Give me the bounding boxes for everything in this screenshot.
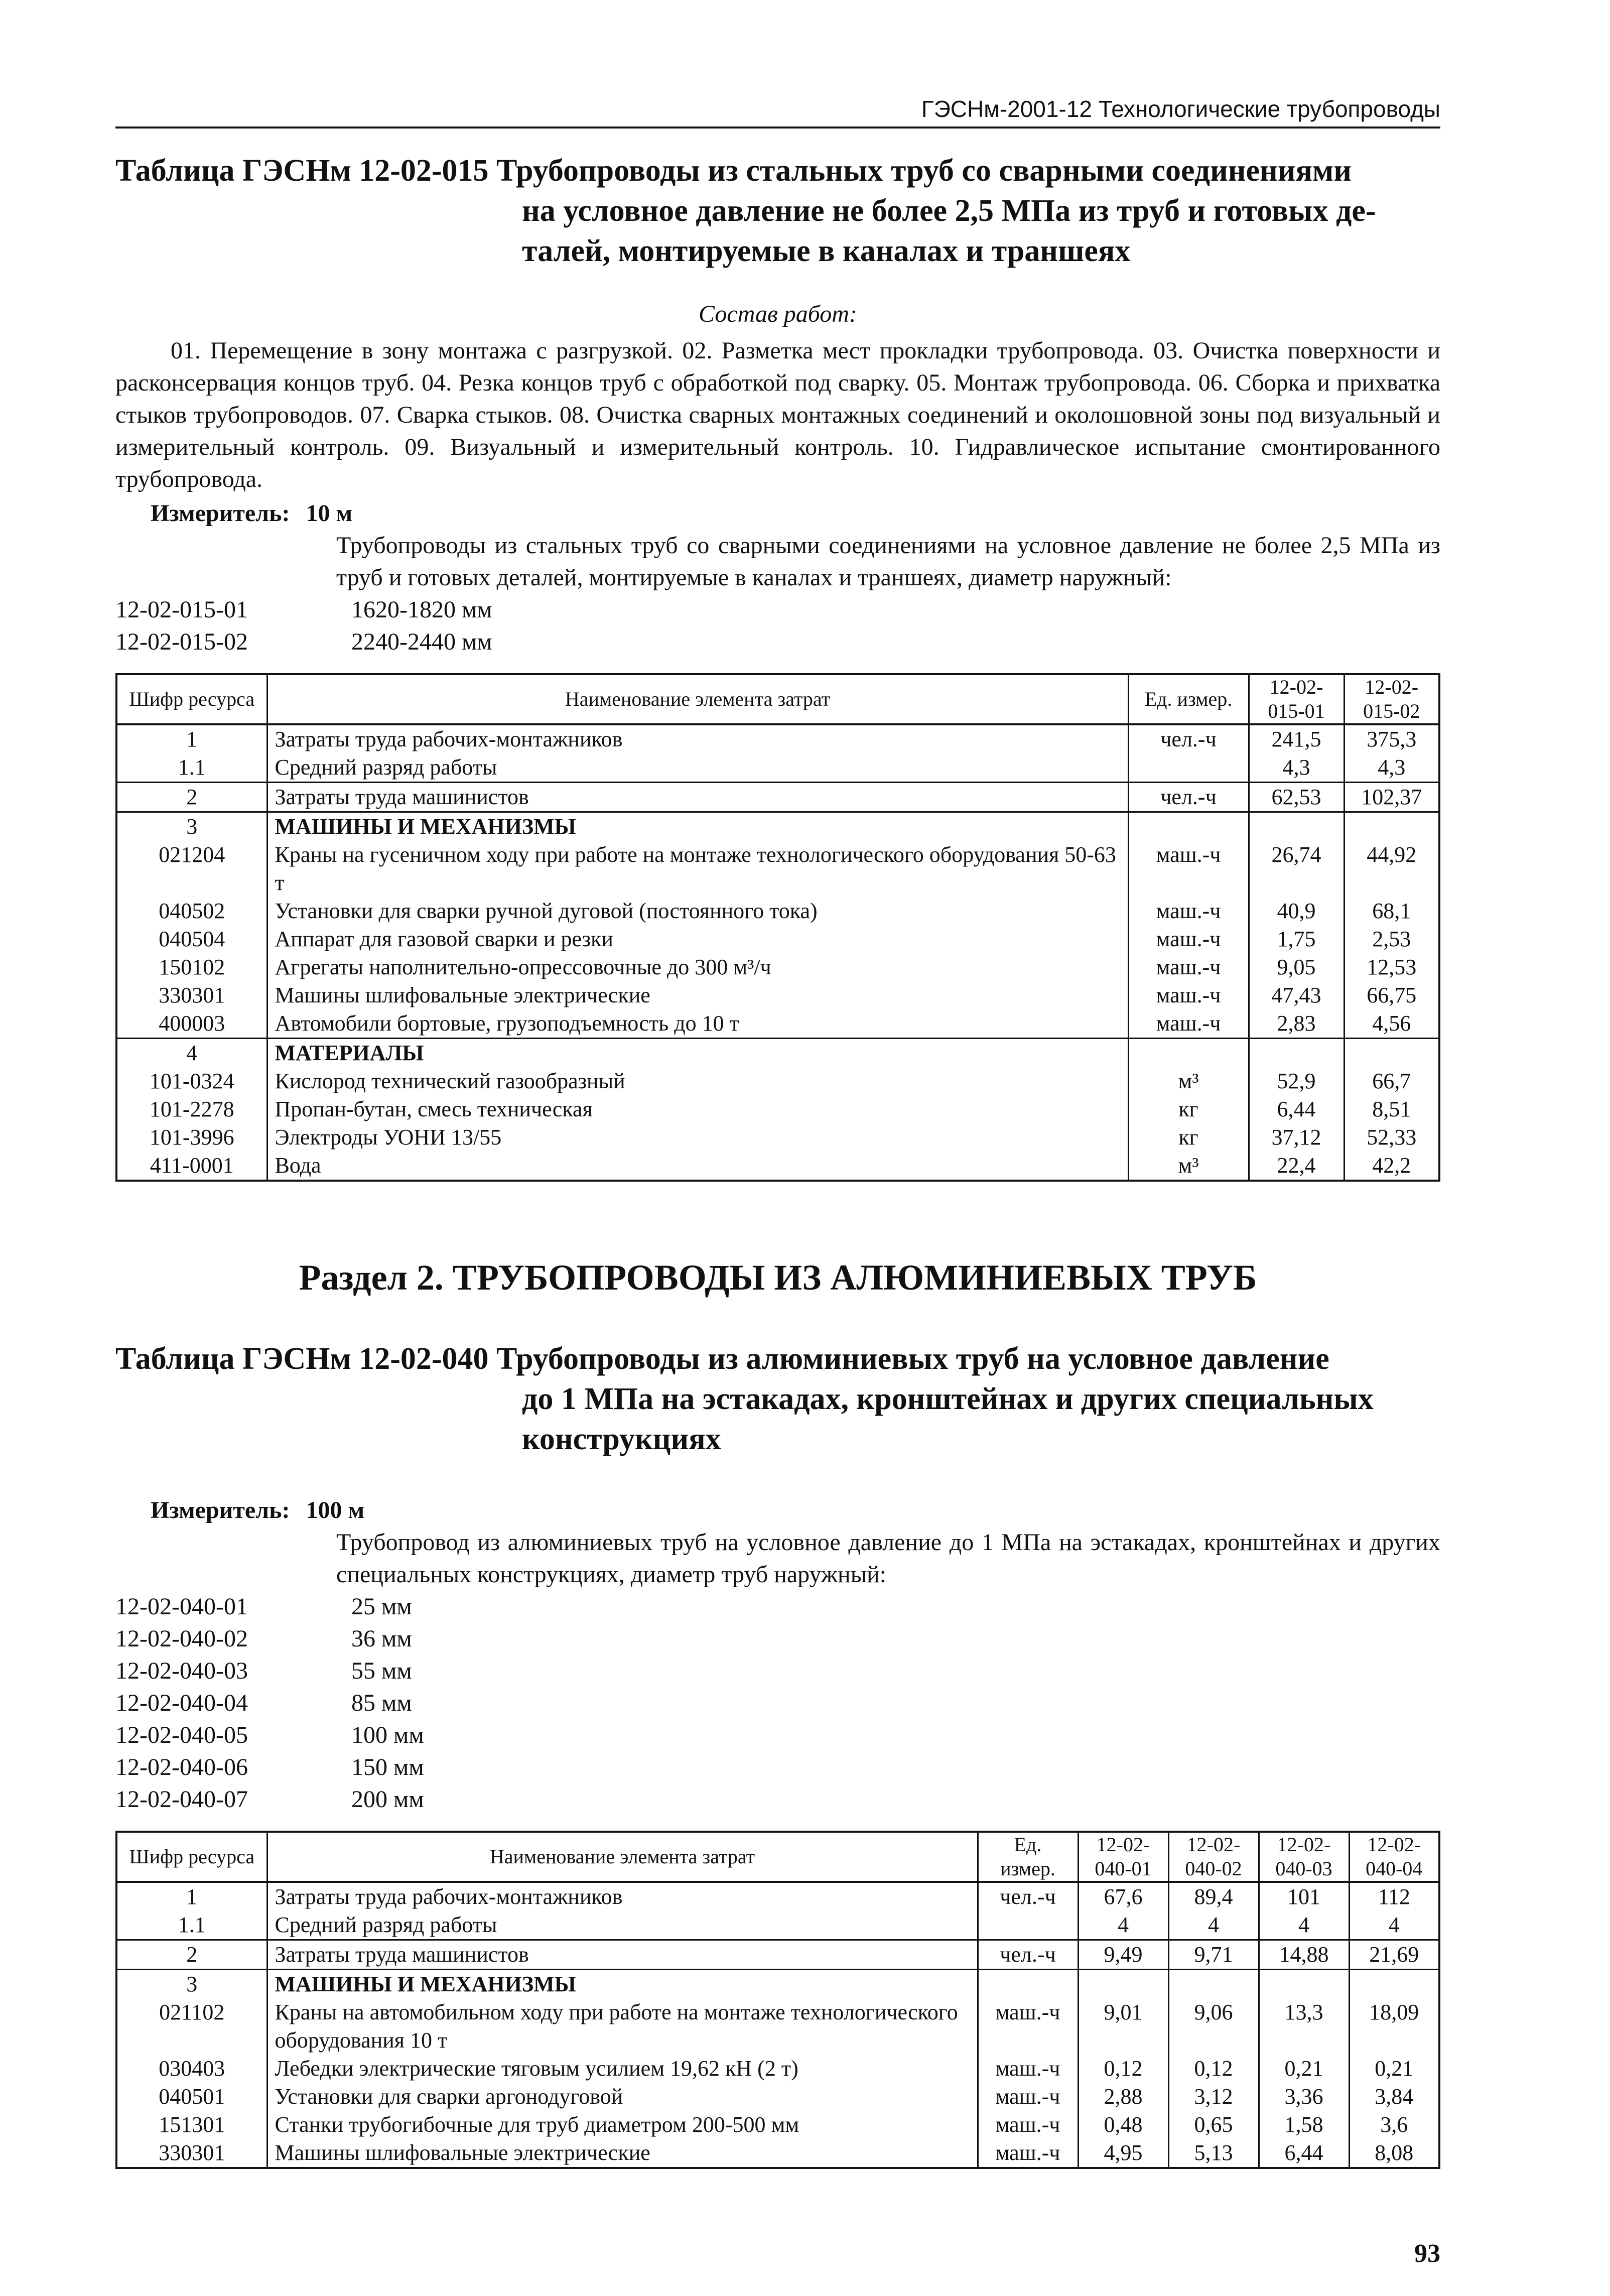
cell-code: 040504	[116, 925, 267, 953]
cell-value: 2,83	[1249, 1009, 1344, 1039]
cell-name: Затраты труда машинистов	[267, 783, 1128, 812]
cell-name: Затраты труда машинистов	[267, 1940, 978, 1970]
cell-value	[1349, 1970, 1439, 1999]
table1-title-line3: талей, монтируемые в каналах и траншеях	[522, 234, 1131, 268]
cell-unit: маш.-ч	[978, 1998, 1078, 2055]
code-value: 200 мм	[351, 1786, 424, 1813]
cell-name: Кислород технический газообразный	[267, 1067, 1128, 1095]
column-header: Наименование элемента затрат	[267, 674, 1128, 724]
cell-unit: маш.-ч	[1128, 841, 1249, 897]
table-row	[116, 1123, 1439, 1152]
cell-unit: маш.-ч	[1128, 1009, 1249, 1039]
cell-value: 4	[1259, 1911, 1349, 1940]
code-value: 25 мм	[351, 1593, 412, 1620]
cell-value: 101	[1259, 1882, 1349, 1911]
cell-value	[1344, 1039, 1439, 1068]
running-header: ГЭСНм-2001-12 Технологические трубопроводы	[115, 95, 1440, 129]
cell-name: Установки для сварки ручной дуговой (постоянного тока)	[267, 897, 1128, 925]
cell-value: 3,12	[1168, 2083, 1259, 2111]
table-row	[116, 1998, 1439, 2055]
cell-unit: маш.-ч	[978, 2139, 1078, 2168]
column-header: Ед. измер.	[978, 1832, 1078, 1882]
cell-value: 3,36	[1259, 2083, 1349, 2111]
cell-value: 1,75	[1249, 925, 1344, 953]
cell-value	[1249, 812, 1344, 841]
cell-code: 101-2278	[116, 1095, 267, 1123]
cell-value: 26,74	[1249, 841, 1344, 897]
code-value: 150 мм	[351, 1754, 424, 1780]
cell-value: 1,58	[1259, 2111, 1349, 2139]
table-row	[116, 1067, 1439, 1095]
cell-value: 4	[1349, 1911, 1439, 1940]
table2-resources	[115, 1831, 1440, 2169]
group-row	[116, 1970, 1439, 1999]
cell-code: 3	[116, 812, 267, 841]
cell-value: 9,49	[1078, 1940, 1168, 1970]
code-value: 36 мм	[351, 1625, 412, 1652]
table-row	[116, 1882, 1439, 1911]
table-row	[116, 724, 1439, 753]
cell-name: Агрегаты наполнительно-опрессовочные до 300 м³/ч	[267, 953, 1128, 981]
cell-code: 1.1	[116, 753, 267, 783]
cell-value: 68,1	[1344, 897, 1439, 925]
cell-code: 021204	[116, 841, 267, 897]
cell-name: Краны на автомобильном ходу при работе на монтаже технологического оборудования 10 т	[267, 1998, 978, 2055]
table2-measure	[115, 1494, 1440, 1526]
column-header: 12-02-040-01	[1078, 1832, 1168, 1882]
cell-unit: чел.-ч	[978, 1940, 1078, 1970]
cell-code: 330301	[116, 981, 267, 1009]
cell-name: Машины шлифовальные электрические	[267, 2139, 978, 2168]
cell-value: 0,12	[1078, 2055, 1168, 2083]
cell-value: 8,08	[1349, 2139, 1439, 2168]
measure-value: 10 м	[306, 500, 353, 527]
cell-name: МАШИНЫ И МЕХАНИЗМЫ	[267, 1970, 978, 1999]
table-row	[116, 2083, 1439, 2111]
code-row	[115, 1751, 1440, 1783]
table1-title	[115, 151, 1440, 271]
table-row	[116, 753, 1439, 783]
cell-value: 22,4	[1249, 1152, 1344, 1181]
measure-label: Измеритель:	[151, 500, 290, 527]
code-value: 1620-1820 мм	[351, 596, 492, 623]
cell-code: 021102	[116, 1998, 267, 2055]
cell-unit	[1128, 812, 1249, 841]
code-row	[115, 1591, 1440, 1623]
code: 12-02-015-01	[115, 596, 248, 623]
cell-unit: маш.-ч	[1128, 981, 1249, 1009]
cell-unit: маш.-ч	[978, 2055, 1078, 2083]
code-value: 55 мм	[351, 1657, 412, 1684]
cell-value: 44,92	[1344, 841, 1439, 897]
cell-value: 9,71	[1168, 1940, 1259, 1970]
cell-name: Электроды УОНИ 13/55	[267, 1123, 1128, 1152]
cell-value: 241,5	[1249, 724, 1344, 753]
cell-value	[1259, 1970, 1349, 1999]
cell-unit: м³	[1128, 1152, 1249, 1181]
cell-name: МАТЕРИАЛЫ	[267, 1039, 1128, 1068]
group-row	[116, 812, 1439, 841]
cell-value: 18,09	[1349, 1998, 1439, 2055]
cell-unit: маш.-ч	[1128, 953, 1249, 981]
cell-unit: маш.-ч	[978, 2083, 1078, 2111]
cell-unit: кг	[1128, 1095, 1249, 1123]
table2-header-row	[116, 1832, 1439, 1882]
cell-code: 3	[116, 1970, 267, 1999]
cell-name: Машины шлифовальные электрические	[267, 981, 1128, 1009]
cell-name: Автомобили бортовые, грузоподъемность до 10 т	[267, 1009, 1128, 1039]
cell-value: 21,69	[1349, 1940, 1439, 1970]
cell-value: 9,01	[1078, 1998, 1168, 2055]
table-row	[116, 2139, 1439, 2168]
cell-value: 62,53	[1249, 783, 1344, 812]
measure-value: 100 м	[306, 1497, 365, 1523]
cell-code: 411-0001	[116, 1152, 267, 1181]
cell-value: 5,13	[1168, 2139, 1259, 2168]
code-row	[115, 1655, 1440, 1687]
table-row	[116, 1152, 1439, 1181]
cell-value: 4,3	[1249, 753, 1344, 783]
cell-unit: чел.-ч	[1128, 783, 1249, 812]
cell-unit: м³	[1128, 1067, 1249, 1095]
table-row	[116, 897, 1439, 925]
group-row	[116, 1039, 1439, 1068]
cell-unit: маш.-ч	[1128, 925, 1249, 953]
cell-code: 1.1	[116, 1911, 267, 1940]
table2-title-line1: Таблица ГЭСНм 12-02-040 Трубопроводы из алюминиевых труб на условное давление	[115, 1342, 1329, 1376]
column-header: 12-02-040-04	[1349, 1832, 1439, 1882]
cell-unit	[978, 1911, 1078, 1940]
code: 12-02-040-05	[115, 1722, 248, 1748]
column-header: Наименование элемента затрат	[267, 1832, 978, 1882]
cell-name: Установки для сварки аргонодуговой	[267, 2083, 978, 2111]
table1-measure	[115, 497, 1440, 530]
composition-text: 01. Перемещение в зону монтажа с разгрузкой. 02. Разметка мест прокладки трубопровода. 03. Очистка поверхности и расконсервация концов труб. 04. Резка концов труб с обработкой под сварку. 05. Монтаж трубопровода. 06. Сборка и прихватка стыков трубопроводов. 07. Сварка стыков. 08. Очистка сварных монтажных соединений и околошовной зоны под визуальный и измерительный контроль. 09. Визуальный и измерительный контроль. 10. Гидравлическое испытание смонтированного трубопровода.	[115, 337, 1440, 492]
table2-title-line2: до 1 МПа на эстакадах, кронштейнах и других специальных	[522, 1382, 1374, 1416]
cell-value: 0,65	[1168, 2111, 1259, 2139]
table1-title-line2: на условное давление не более 2,5 МПа из труб и готовых де-	[522, 194, 1376, 228]
code-row	[115, 1623, 1440, 1655]
cell-name: Средний разряд работы	[267, 1911, 978, 1940]
cell-value: 4,95	[1078, 2139, 1168, 2168]
cell-code: 4	[116, 1039, 267, 1068]
code-row	[115, 594, 1440, 626]
column-header: Ед. измер.	[1128, 674, 1249, 724]
cell-value: 67,6	[1078, 1882, 1168, 1911]
table1-resources	[115, 673, 1440, 1182]
table-row	[116, 953, 1439, 981]
table2-codes	[115, 1591, 1440, 1816]
cell-value	[1078, 1970, 1168, 1999]
cell-name: Вода	[267, 1152, 1128, 1181]
cell-value: 66,75	[1344, 981, 1439, 1009]
cell-value	[1168, 1970, 1259, 1999]
table-row	[116, 925, 1439, 953]
code: 12-02-040-04	[115, 1690, 248, 1716]
cell-unit: чел.-ч	[1128, 724, 1249, 753]
column-header: 12-02-040-03	[1259, 1832, 1349, 1882]
cell-name: Средний разряд работы	[267, 753, 1128, 783]
cell-value: 6,44	[1259, 2139, 1349, 2168]
cell-name: Краны на гусеничном ходу при работе на монтаже технологического оборудования 50-63 т	[267, 841, 1128, 897]
table1-title-line1: Таблица ГЭСНм 12-02-015 Трубопроводы из стальных труб со сварными соединениями	[115, 154, 1352, 188]
cell-value: 12,53	[1344, 953, 1439, 981]
code-row	[115, 1783, 1440, 1816]
cell-value: 3,84	[1349, 2083, 1439, 2111]
cell-value: 2,53	[1344, 925, 1439, 953]
cell-code: 400003	[116, 1009, 267, 1039]
cell-unit: чел.-ч	[978, 1882, 1078, 1911]
cell-code: 030403	[116, 2055, 267, 2083]
cell-name: Пропан-бутан, смесь техническая	[267, 1095, 1128, 1123]
table1-header-row	[116, 674, 1439, 724]
column-header: 12-02-015-01	[1249, 674, 1344, 724]
cell-value: 4,56	[1344, 1009, 1439, 1039]
cell-code: 330301	[116, 2139, 267, 2168]
cell-name: Затраты труда рабочих-монтажников	[267, 1882, 978, 1911]
cell-value: 37,12	[1249, 1123, 1344, 1152]
section-title: Раздел 2. ТРУБОПРОВОДЫ ИЗ АЛЮМИНИЕВЫХ ТРУБ	[299, 1257, 1257, 1298]
cell-value: 4	[1078, 1911, 1168, 1940]
cell-name: Станки трубогибочные для труб диаметром 200-500 мм	[267, 2111, 978, 2139]
cell-value: 66,7	[1344, 1067, 1439, 1095]
measure-label: Измеритель:	[151, 1497, 290, 1523]
cell-code: 040501	[116, 2083, 267, 2111]
code-value: 100 мм	[351, 1722, 424, 1748]
table-row	[116, 1911, 1439, 1940]
cell-code: 2	[116, 1940, 267, 1970]
cell-code: 150102	[116, 953, 267, 981]
table1-description: Трубопроводы из стальных труб со сварными соединениями на условное давление не более 2,5 МПа из труб и готовых деталей, монтируемые в каналах и траншеях, диаметр наружный:	[336, 532, 1440, 591]
column-header: Шифр ресурса	[116, 1832, 267, 1882]
page-number: 93	[1414, 2239, 1440, 2268]
column-header: 12-02-040-02	[1168, 1832, 1259, 1882]
cell-code: 2	[116, 783, 267, 812]
cell-unit: маш.-ч	[1128, 897, 1249, 925]
code-value: 85 мм	[351, 1690, 412, 1716]
cell-unit: маш.-ч	[978, 2111, 1078, 2139]
table-row	[116, 1940, 1439, 1970]
cell-name: Лебедки электрические тяговым усилием 19,62 кН (2 т)	[267, 2055, 978, 2083]
code: 12-02-040-03	[115, 1657, 248, 1684]
cell-value: 4	[1168, 1911, 1259, 1940]
table-row	[116, 783, 1439, 812]
table2-title	[115, 1339, 1440, 1459]
cell-value: 40,9	[1249, 897, 1344, 925]
code-row	[115, 1687, 1440, 1719]
code: 12-02-040-06	[115, 1754, 248, 1780]
cell-value: 102,37	[1344, 783, 1439, 812]
cell-code: 040502	[116, 897, 267, 925]
table-row	[116, 981, 1439, 1009]
cell-value: 0,21	[1349, 2055, 1439, 2083]
cell-value: 42,2	[1344, 1152, 1439, 1181]
column-header: Шифр ресурса	[116, 674, 267, 724]
table2-title-line3: конструкциях	[522, 1422, 721, 1456]
cell-value: 0,12	[1168, 2055, 1259, 2083]
table-row	[116, 2111, 1439, 2139]
table-row	[116, 1095, 1439, 1123]
cell-value: 0,48	[1078, 2111, 1168, 2139]
cell-value: 52,33	[1344, 1123, 1439, 1152]
cell-value: 52,9	[1249, 1067, 1344, 1095]
table1-codes	[115, 594, 1440, 658]
cell-value: 0,21	[1259, 2055, 1349, 2083]
cell-code: 151301	[116, 2111, 267, 2139]
cell-value	[1249, 1039, 1344, 1068]
table-row	[116, 841, 1439, 897]
cell-value: 9,06	[1168, 1998, 1259, 2055]
cell-name: Аппарат для газовой сварки и резки	[267, 925, 1128, 953]
cell-unit	[1128, 1039, 1249, 1068]
cell-code: 1	[116, 1882, 267, 1911]
cell-value: 3,6	[1349, 2111, 1439, 2139]
code-value: 2240-2440 мм	[351, 628, 492, 655]
table-row	[116, 1009, 1439, 1039]
cell-value: 14,88	[1259, 1940, 1349, 1970]
code-row	[115, 1719, 1440, 1751]
cell-value: 2,88	[1078, 2083, 1168, 2111]
cell-value	[1344, 812, 1439, 841]
code: 12-02-040-07	[115, 1786, 248, 1813]
cell-value: 13,3	[1259, 1998, 1349, 2055]
cell-unit	[978, 1970, 1078, 1999]
code: 12-02-040-01	[115, 1593, 248, 1620]
cell-value: 112	[1349, 1882, 1439, 1911]
cell-value: 6,44	[1249, 1095, 1344, 1123]
cell-value: 89,4	[1168, 1882, 1259, 1911]
table2-description: Трубопровод из алюминиевых труб на условное давление до 1 МПа на эстакадах, кронштейнах и других специальных конструкциях, диаметр труб наружный:	[336, 1529, 1440, 1588]
composition-heading: Состав работ:	[699, 301, 857, 327]
cell-name: Затраты труда рабочих-монтажников	[267, 724, 1128, 753]
cell-value: 47,43	[1249, 981, 1344, 1009]
cell-code: 1	[116, 724, 267, 753]
cell-code: 101-3996	[116, 1123, 267, 1152]
column-header: 12-02-015-02	[1344, 674, 1439, 724]
code: 12-02-040-02	[115, 1625, 248, 1652]
document-page	[115, 95, 1440, 2169]
cell-unit: кг	[1128, 1123, 1249, 1152]
cell-value: 375,3	[1344, 724, 1439, 753]
cell-name: МАШИНЫ И МЕХАНИЗМЫ	[267, 812, 1128, 841]
cell-value: 8,51	[1344, 1095, 1439, 1123]
code: 12-02-015-02	[115, 628, 248, 655]
cell-unit	[1128, 753, 1249, 783]
code-row	[115, 626, 1440, 658]
cell-value: 9,05	[1249, 953, 1344, 981]
table-row	[116, 2055, 1439, 2083]
cell-value: 4,3	[1344, 753, 1439, 783]
cell-code: 101-0324	[116, 1067, 267, 1095]
